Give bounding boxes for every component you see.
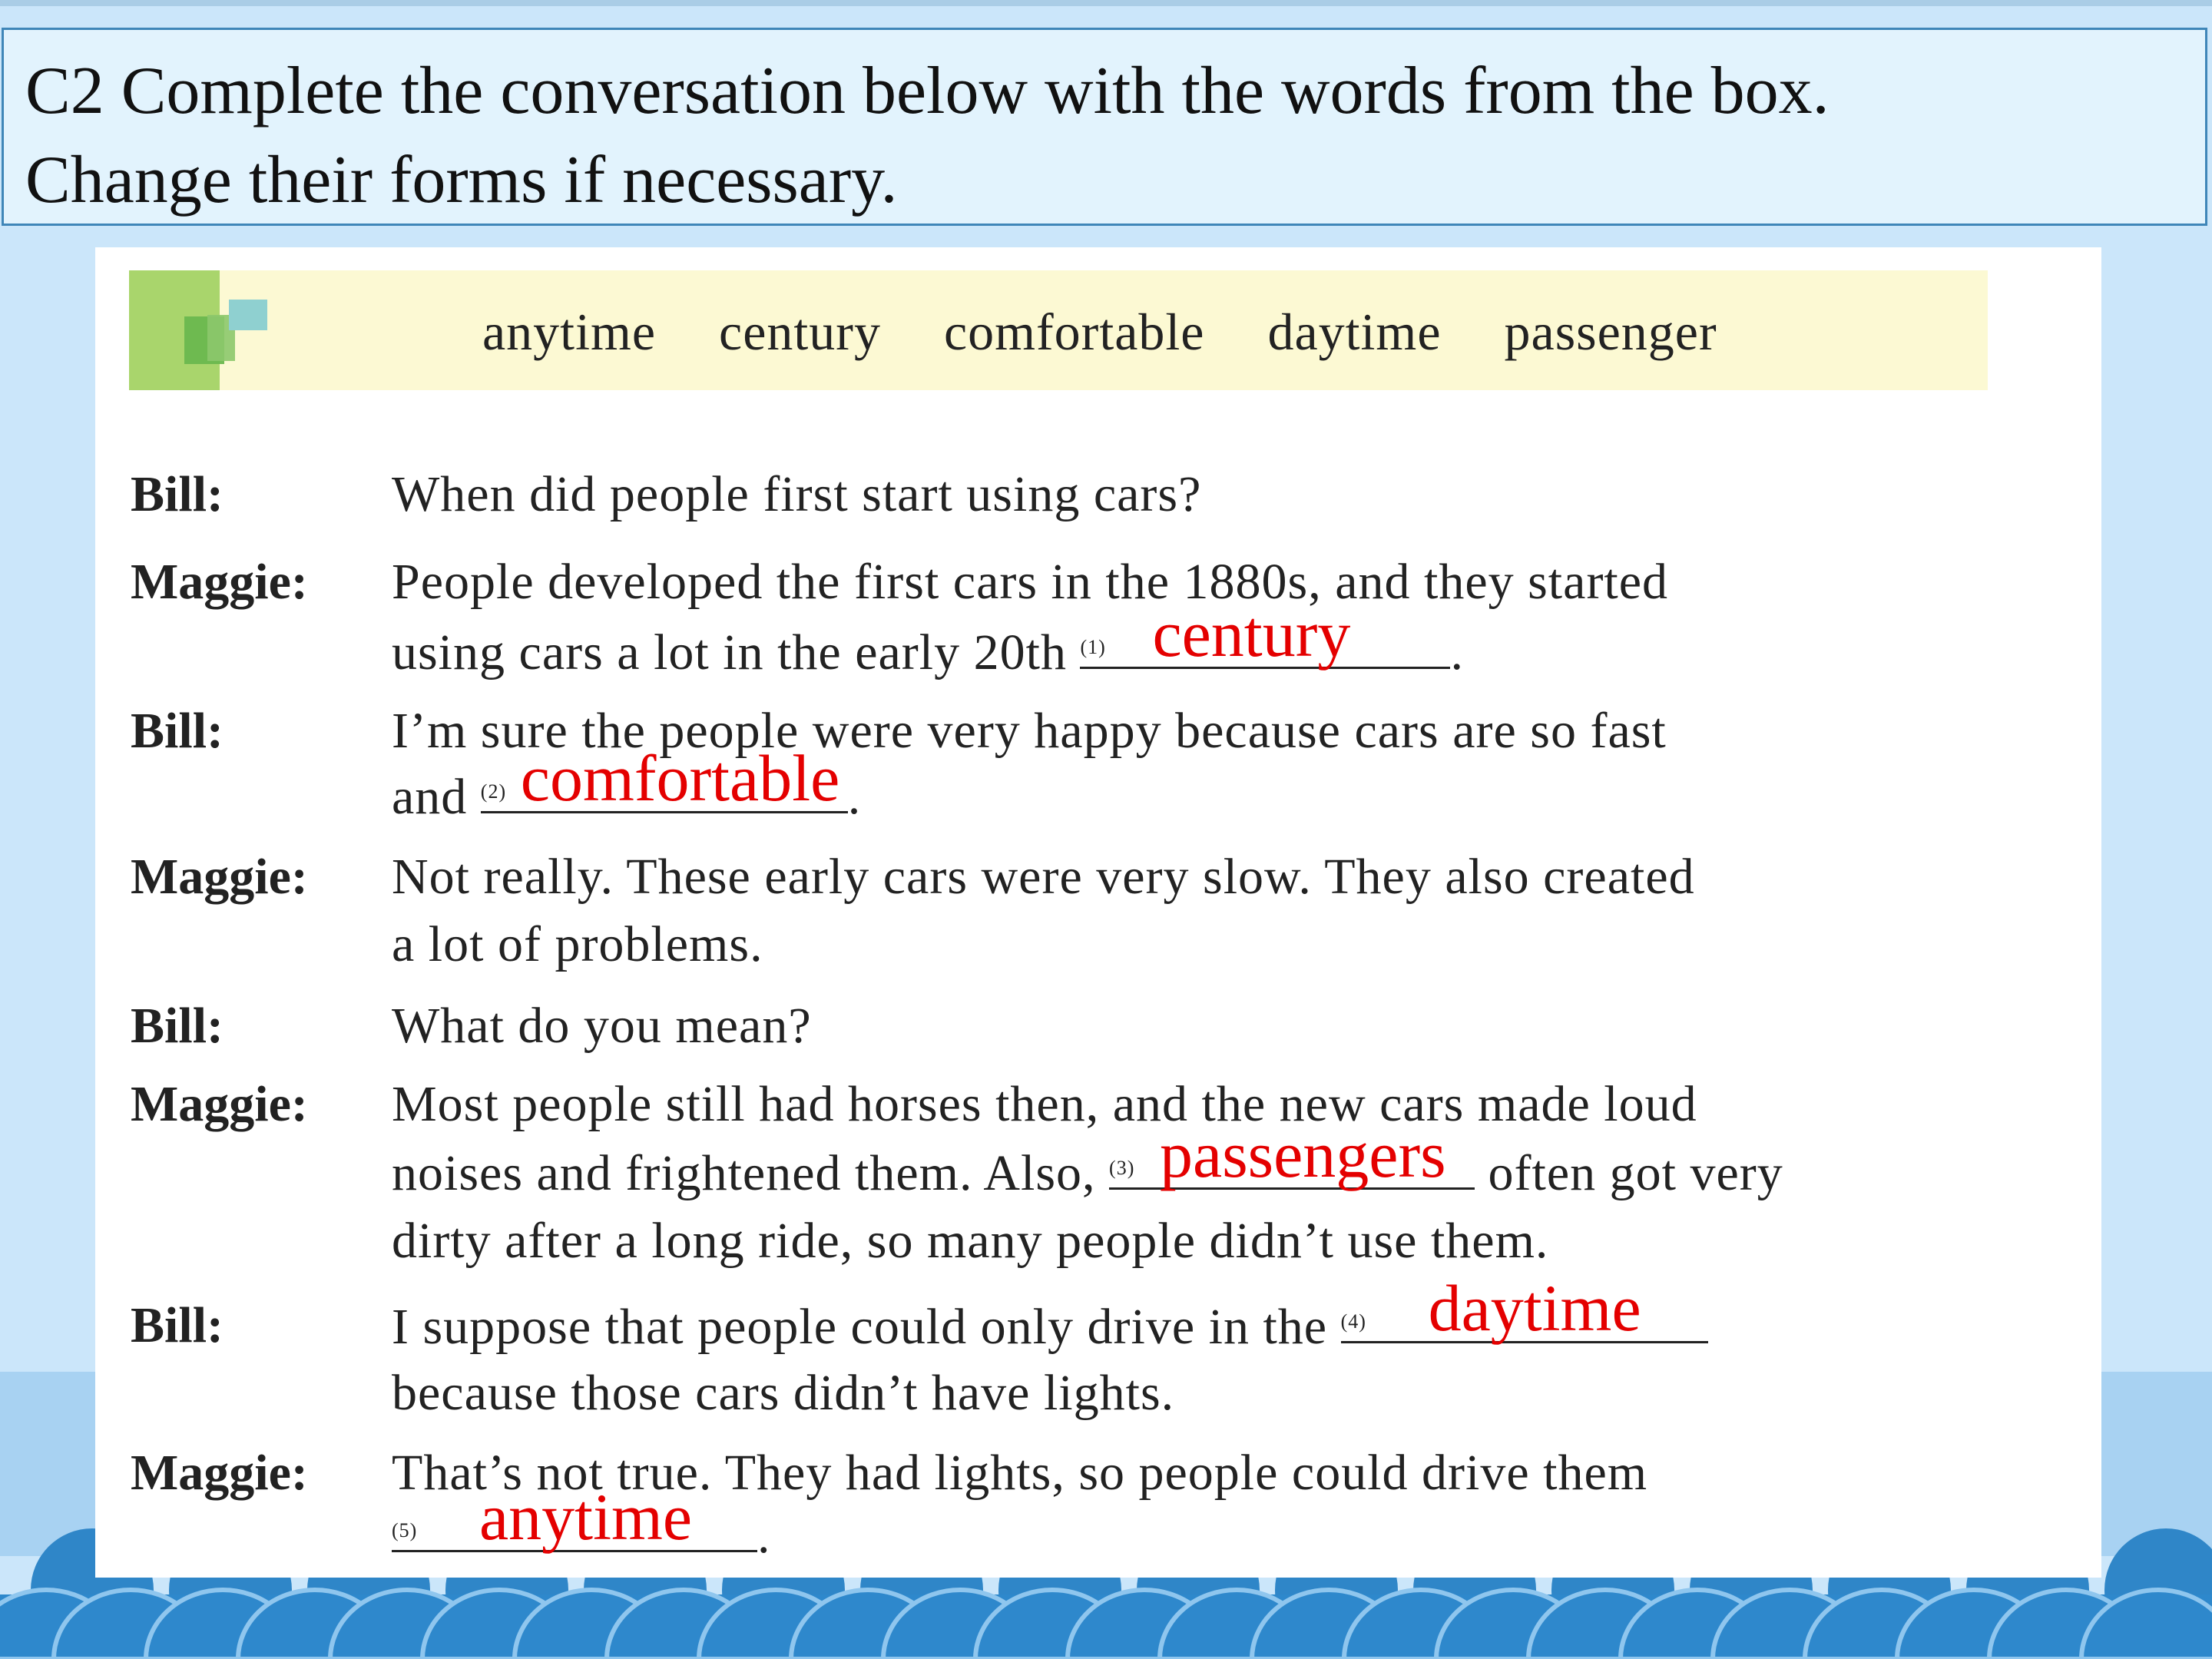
front-waves-decoration [0,1564,2212,1659]
blank-2 [480,741,848,815]
blank-number: (1) [1080,636,1106,658]
dialogue-line: When did people first start using cars? [392,466,1202,522]
blank-number: (5) [392,1519,418,1541]
word-item: anytime [482,303,657,361]
dialogue-line: Not really. These early cars were very slow. They also created [392,849,1695,905]
answer-1: century [1152,597,1351,671]
word-box [129,270,1988,390]
dialogue-line: People developed the first cars in the 1880s, and they started [392,554,1669,610]
dialogue-line: I’m sure the people were very happy because cars are so fast [392,703,1667,759]
decor-square-icon [229,300,267,330]
dialogue-line: Most people still had horses then, and the new cars made loud [392,1076,1697,1132]
dialogue-line-with-blank [392,1480,771,1567]
speaker-label: Maggie: [131,1076,308,1132]
dialogue-line-with-blank [392,1118,1783,1204]
answer-4: daytime [1428,1271,1641,1345]
exercise-panel [95,247,2101,1578]
speaker-label: Bill: [131,998,224,1054]
blank-number: (4) [1340,1310,1366,1333]
instruction-line-2: Change their forms if necessary. [25,143,898,217]
dialogue-text: often got very [1488,1145,1783,1201]
dialogue-text: I suppose that people could only drive in the [392,1299,1328,1355]
dialogue-text: and [392,769,468,825]
speaker-label: Maggie: [131,1445,308,1501]
dialogue-text: noises and frightened them. Also, [392,1145,1096,1201]
answer-5: anytime [479,1480,693,1554]
dialogue-text: using cars a lot in the early 20th [392,624,1067,680]
instruction-box [2,28,2207,226]
word-item: passenger [1504,303,1717,361]
dialogue-line: a lot of problems. [392,916,763,972]
dialogue-line: dirty after a long ride, so many people didn’t use them. [392,1213,1549,1269]
blank-number: (2) [480,780,507,803]
punctuation: . [847,769,862,825]
dialogue-line: What do you mean? [392,998,812,1054]
dialogue-line: That’s not true. They had lights, so people could drive them [392,1445,1648,1501]
speaker-label: Bill: [131,703,224,759]
top-strip [0,0,2212,6]
speaker-label: Bill: [131,466,224,522]
word-item: century [719,303,881,361]
blank-4 [1340,1271,1708,1345]
blank-number: (3) [1109,1157,1135,1179]
blank-1 [1080,597,1450,671]
speaker-label: Maggie: [131,554,308,610]
dialogue-line-with-blank [392,597,1464,684]
answer-3: passengers [1160,1118,1446,1191]
speaker-label: Bill: [131,1297,224,1353]
dialogue-line-with-blank [392,741,862,828]
word-list [482,298,1717,366]
word-item: comfortable [943,303,1205,361]
punctuation: . [757,1508,771,1564]
dialogue-line-with-blank [392,1271,1708,1358]
dialogue-line: because those cars didn’t have lights. [392,1365,1175,1421]
punctuation: . [1450,624,1464,680]
word-item: daytime [1267,303,1442,361]
blank-5 [392,1480,757,1554]
blank-3 [1109,1118,1475,1191]
speaker-label: Maggie: [131,849,308,905]
instruction-line-1: C2 Complete the conversation below with the words from the box. [25,54,1830,128]
answer-2: comfortable [520,741,840,815]
